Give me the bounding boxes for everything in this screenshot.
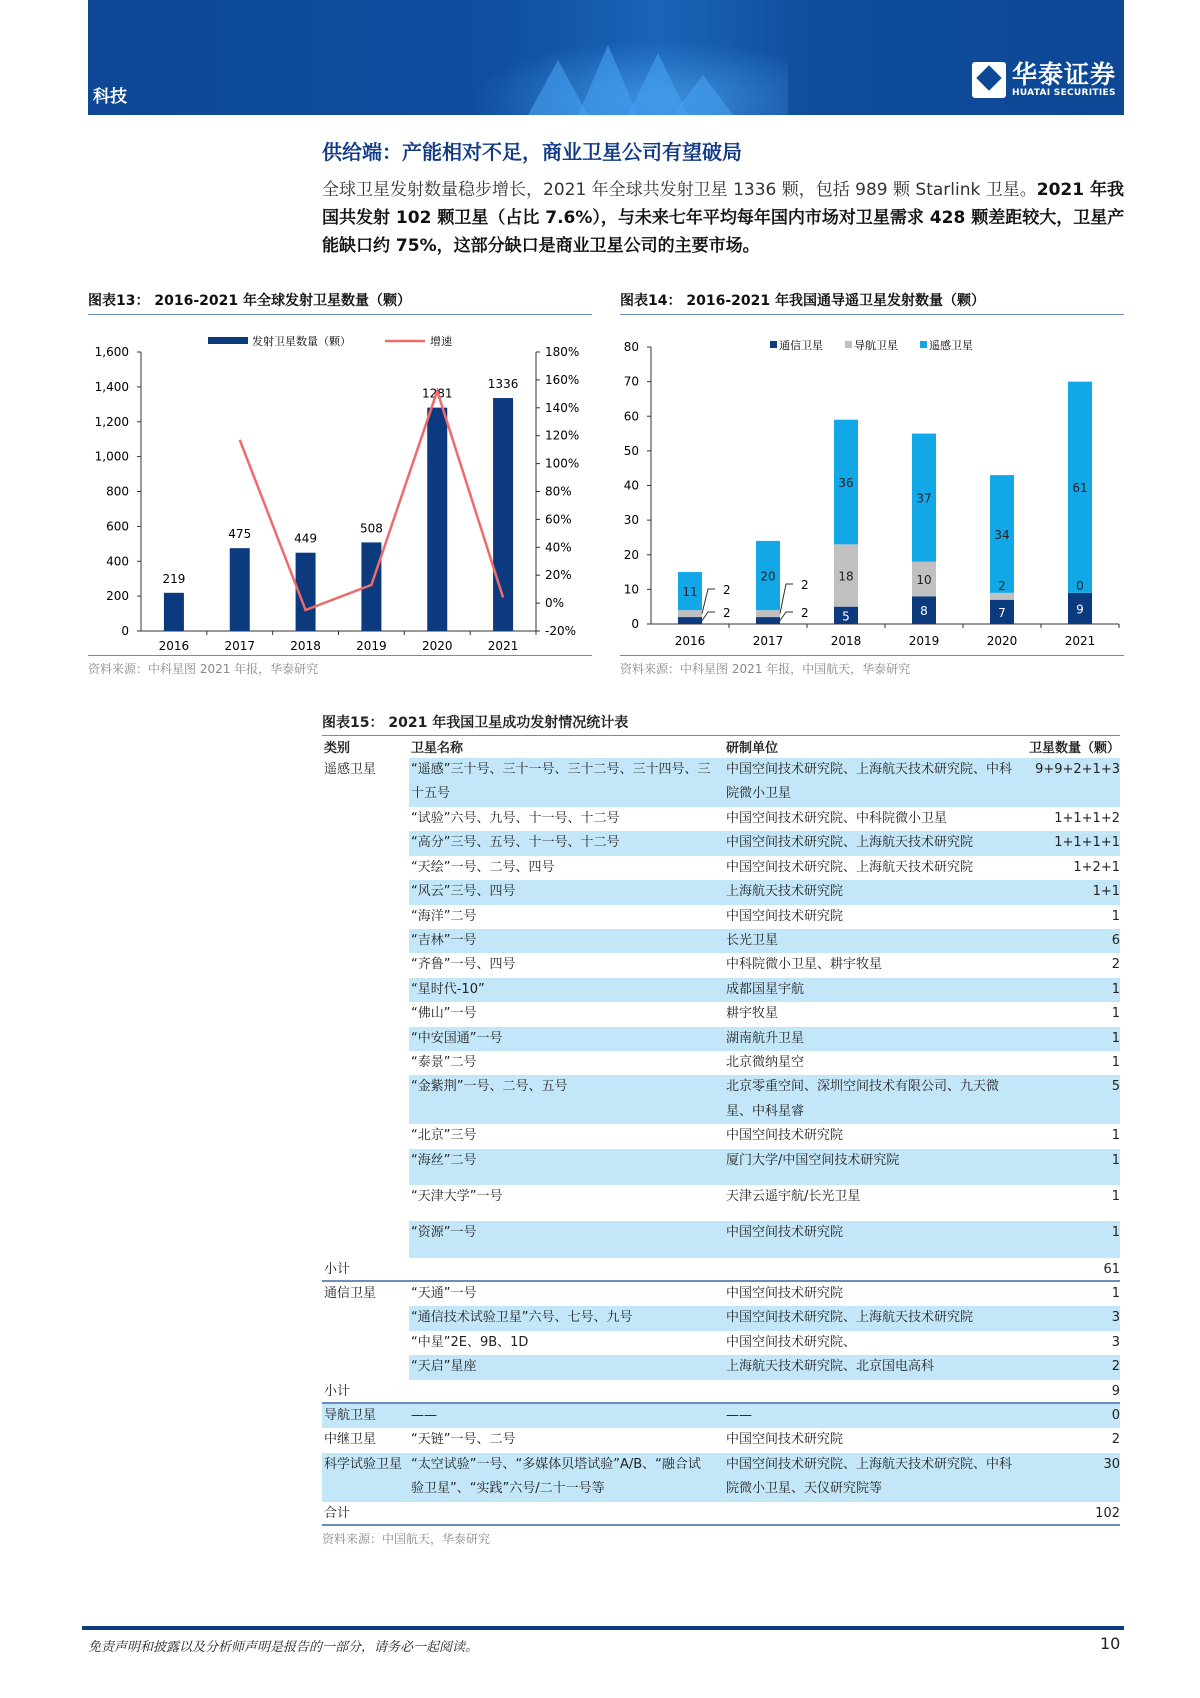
- cell-unit: [724, 1258, 1024, 1280]
- bar-value-label: 219: [162, 571, 186, 586]
- x-tick-label: 2018: [290, 639, 321, 653]
- table-row: [322, 856, 1120, 880]
- chart14-china-launches: [0, 0, 1200, 700]
- cell-unit: 中国空间技术研究院、上海航天技术研究院、中科院微小卫星、天仪研究院等: [726, 1456, 1013, 1497]
- cell-name: “泰景”二号: [411, 1054, 477, 1070]
- cell-name: “天通”一号: [411, 1286, 477, 1302]
- cell-cat: [322, 905, 409, 929]
- legend-bar-label: 发射卫星数量（颗）: [252, 335, 351, 348]
- cell-name: “天绘”一号、二号、四号: [411, 859, 555, 875]
- cell-cat: 合计: [324, 1505, 351, 1521]
- chart14-source: 资料来源：中科星图 2021 年报，中国航天，华泰研究: [620, 655, 1124, 677]
- cell-qty: 6: [1111, 932, 1120, 948]
- paragraph-normal: 全球卫星发射数量稳步增长，2021 年全球共发射卫星 1336 颗，包括 989 颗 Starlink 卫星。: [322, 180, 1037, 200]
- table-row: [322, 953, 1120, 977]
- table-row: [322, 831, 1120, 855]
- table-header: [322, 734, 1120, 758]
- cell-unit: 中国空间技术研究院、: [726, 1334, 857, 1350]
- cell-unit: 中国空间技术研究院、上海航天技术研究院: [726, 859, 974, 875]
- y-tick-label: 80: [623, 340, 639, 354]
- cell-name: “星时代-10”: [411, 981, 485, 997]
- y-tick-label: 60: [623, 409, 639, 424]
- launch-statistics-table: [322, 734, 1120, 1526]
- table-row: [322, 905, 1120, 929]
- y-tick-label: 1,400: [94, 379, 129, 394]
- cell-cat: [322, 1124, 409, 1148]
- y-tick-label: 0: [631, 617, 639, 631]
- cell-qty: 1: [1111, 981, 1120, 997]
- cell-unit: 中科院微小卫星、耕宇牧星: [726, 957, 883, 973]
- cell-name: “北京”三号: [411, 1128, 477, 1144]
- cell-qty: 3: [1111, 1310, 1120, 1326]
- bar-通信卫星-2017: [756, 617, 780, 624]
- y-tick-label: 40: [623, 478, 639, 493]
- segment-label: 2: [801, 606, 809, 620]
- legend-label: 遥感卫星: [929, 339, 973, 352]
- cell-cat: [322, 880, 409, 904]
- chart13-title: 图表13： 2016-2021 年全球发射卫星数量（颗）: [88, 290, 592, 315]
- y-tick-label: 1,200: [94, 414, 129, 429]
- cell-unit: 湖南航升卫星: [726, 1030, 805, 1046]
- cell-name: “通信技术试验卫星”六号、七号、九号: [411, 1310, 633, 1326]
- segment-label: 11: [682, 585, 698, 600]
- cell-qty: 1: [1111, 1054, 1120, 1070]
- table-row: [322, 1027, 1120, 1051]
- table-row: [322, 1075, 1120, 1124]
- bar-value-label: 475: [228, 527, 252, 542]
- bar-value-label: 1281: [421, 386, 453, 401]
- table-row: [322, 1306, 1120, 1330]
- table-row: [322, 1282, 1120, 1306]
- footer-disclaimer: 免责声明和披露以及分析师声明是报告的一部分，请务必一起阅读。: [88, 1640, 479, 1655]
- cell-unit: [724, 1502, 1024, 1524]
- cell-name: “资源”一号: [411, 1224, 477, 1240]
- cell-cat: [322, 1221, 409, 1258]
- x-tick-label: 2018: [830, 634, 862, 648]
- table-row: [322, 978, 1120, 1002]
- cell-unit: 北京零重空间、深圳空间技术有限公司、九天微星、中科星睿: [726, 1079, 1000, 1119]
- table-row: [322, 1404, 1120, 1428]
- segment-label: 8: [920, 604, 928, 619]
- segment-label: 10: [916, 572, 932, 587]
- cell-unit: 中国空间技术研究院: [726, 1224, 844, 1240]
- cell-unit: 中国空间技术研究院、上海航天技术研究院、中科院微小卫星: [726, 762, 1013, 802]
- cell-name: “中安国通”一号: [411, 1030, 503, 1046]
- table-row: [322, 1221, 1120, 1258]
- cell-cat: 遥感卫星: [324, 762, 377, 777]
- y2-tick-label: -20%: [545, 624, 577, 638]
- legend-swatch: [920, 341, 927, 348]
- y-tick-label: 200: [106, 589, 129, 604]
- bar-通信卫星-2016: [678, 617, 702, 624]
- legend-label: 导航卫星: [854, 339, 898, 352]
- y-tick-label: 20: [623, 547, 639, 562]
- cell-name: “试验”六号、九号、十一号、十二号: [411, 811, 620, 826]
- table-row: [322, 1149, 1120, 1185]
- cell-name: “中星”2E、9B、1D: [411, 1334, 529, 1350]
- table-row: [322, 1355, 1120, 1379]
- cell-cat: 小计: [324, 1383, 351, 1399]
- cell-name: “遥感”三十号、三十一号、三十二号、三十四号、三十五号: [411, 762, 711, 802]
- segment-label: 36: [838, 476, 854, 491]
- cell-qty: 3: [1111, 1334, 1120, 1350]
- table-row: [322, 807, 1120, 831]
- table-row: [322, 1428, 1120, 1452]
- cell-qty: 1: [1111, 1188, 1120, 1204]
- cell-cat: [322, 831, 409, 855]
- y2-tick-label: 140%: [545, 400, 580, 415]
- y2-tick-label: 0%: [545, 596, 565, 611]
- cell-cat: [322, 1149, 409, 1185]
- cell-unit: 中国空间技术研究院、上海航天技术研究院: [726, 1310, 974, 1326]
- cell-unit: 北京微纳星空: [726, 1054, 805, 1070]
- cell-name: “高分”三号、五号、十一号、十二号: [411, 835, 620, 851]
- cell-unit: 长光卫星: [726, 932, 779, 948]
- cell-unit: 中国空间技术研究院: [726, 1286, 844, 1302]
- cell-qty: 2: [1111, 1432, 1120, 1448]
- cell-name: “海丝”二号: [411, 1152, 477, 1168]
- y2-tick-label: 20%: [545, 568, 572, 583]
- cell-cat: 科学试验卫星: [324, 1456, 403, 1472]
- header-unit: 研制单位: [726, 740, 779, 756]
- cell-qty: 1: [1111, 1286, 1120, 1302]
- table-row: [322, 1002, 1120, 1026]
- page-number: 10: [1100, 1634, 1121, 1653]
- cell-qty: 1+1: [1092, 884, 1120, 900]
- cell-cat: 小计: [324, 1261, 351, 1277]
- x-tick-label: 2021: [1064, 634, 1096, 648]
- segment-label: 0: [1076, 578, 1084, 593]
- table-row: [322, 1331, 1120, 1355]
- cell-name: [409, 1380, 724, 1402]
- cell-cat: [322, 1002, 409, 1026]
- cell-unit: 中国空间技术研究院: [726, 1128, 844, 1144]
- bar-导航卫星-2017: [756, 610, 780, 617]
- x-tick-label: 2020: [986, 634, 1018, 648]
- table-row: [322, 1380, 1120, 1404]
- cell-qty: 1: [1111, 1006, 1120, 1022]
- header-category: 类别: [324, 740, 351, 756]
- y-tick-label: 1,600: [94, 345, 129, 359]
- cell-unit: 厦门大学/中国空间技术研究院: [726, 1152, 900, 1168]
- table-row: [322, 758, 1120, 807]
- cell-cat: 通信卫星: [324, 1286, 377, 1302]
- cell-cat: [322, 1306, 409, 1330]
- cell-cat: [322, 1331, 409, 1355]
- x-tick-label: 2019: [908, 634, 940, 648]
- table-row: [322, 1453, 1120, 1502]
- x-tick-label: 2017: [224, 639, 256, 653]
- legend-swatch: [845, 341, 852, 348]
- leader-line: [780, 612, 793, 621]
- bar-value-label: 449: [294, 531, 318, 546]
- bar-导航卫星-2016: [678, 610, 702, 617]
- cell-unit: ——: [726, 1408, 752, 1424]
- bar-value-label: 508: [359, 521, 383, 536]
- x-tick-label: 2021: [487, 639, 519, 653]
- cell-cat: [322, 1075, 409, 1124]
- y2-tick-label: 60%: [545, 512, 572, 527]
- cell-name: “金紫荆”一号、二号、五号: [411, 1079, 568, 1095]
- cell-name: “太空试验”一号、“多媒体贝塔试验”A/B、“融合试验卫星”、“实践”六号/二十一号等: [411, 1456, 701, 1497]
- cell-qty: 1: [1111, 1224, 1120, 1240]
- cell-cat: [322, 1185, 409, 1221]
- segment-label: 5: [842, 609, 850, 624]
- x-tick-label: 2019: [356, 639, 387, 653]
- cell-cat: [322, 1027, 409, 1051]
- cell-qty: 30: [1103, 1456, 1120, 1472]
- segment-label: 37: [916, 491, 932, 506]
- x-tick-label: 2016: [674, 634, 706, 648]
- cell-qty: 1+1+1+1: [1054, 835, 1120, 851]
- table-row: [322, 1124, 1120, 1148]
- cell-cat: [322, 929, 409, 953]
- cell-cat: [322, 978, 409, 1002]
- chart14-title: 图表14： 2016-2021 年我国通导遥卫星发射数量（颗）: [620, 290, 1124, 315]
- section-title: 供给端：产能相对不足，商业卫星公司有望破局: [322, 140, 742, 164]
- cell-name: “风云”三号、四号: [411, 884, 516, 900]
- cell-cat: 导航卫星: [324, 1408, 377, 1424]
- y2-tick-label: 80%: [545, 484, 572, 499]
- cell-cat: [322, 1355, 409, 1379]
- cell-qty: 9+9+2+1+3: [1035, 762, 1120, 777]
- leader-line: [780, 584, 793, 614]
- cell-unit: 上海航天技术研究院: [726, 884, 844, 900]
- table-row: [322, 1051, 1120, 1075]
- y-tick-label: 600: [106, 519, 129, 534]
- bar-导航卫星-2020: [990, 593, 1014, 600]
- cell-unit: 中国空间技术研究院: [726, 1432, 844, 1448]
- table-row: [322, 880, 1120, 904]
- cell-unit: [724, 1380, 1024, 1402]
- segment-label: 2: [723, 583, 731, 597]
- cell-name: “齐鲁”一号、四号: [411, 957, 516, 973]
- cell-unit: 成都国星宇航: [726, 981, 805, 997]
- y-tick-label: 10: [623, 582, 639, 597]
- cell-qty: 1: [1111, 1152, 1120, 1168]
- cell-cat: [322, 856, 409, 880]
- cell-qty: 61: [1103, 1261, 1120, 1277]
- cell-cat: [322, 807, 409, 831]
- legend-line-label: 增速: [430, 335, 452, 348]
- cell-qty: 1: [1111, 1030, 1120, 1046]
- legend-label: 通信卫星: [779, 339, 823, 352]
- cell-name: [409, 1502, 724, 1524]
- y2-tick-label: 40%: [545, 540, 572, 555]
- cell-name: “吉林”一号: [411, 932, 477, 948]
- cell-name: “天津大学”一号: [411, 1188, 503, 1204]
- cell-qty: 2: [1111, 957, 1120, 973]
- cell-unit: 上海航天技术研究院、北京国电高科: [726, 1359, 935, 1375]
- section-label: 科技: [93, 87, 127, 107]
- y-tick-label: 30: [623, 513, 639, 528]
- table-row: [322, 929, 1120, 953]
- cell-unit: 中国空间技术研究院、中科院微小卫星: [726, 811, 948, 826]
- x-tick-label: 2016: [158, 639, 190, 653]
- y2-tick-label: 100%: [545, 456, 580, 471]
- leader-line: [702, 589, 715, 614]
- x-tick-label: 2020: [421, 639, 453, 653]
- table15-source: 资料来源：中国航天，华泰研究: [322, 1532, 491, 1546]
- cell-name: “天启”星座: [411, 1359, 477, 1375]
- segment-label: 9: [1076, 602, 1084, 617]
- footer-divider: [82, 1626, 1124, 1630]
- paragraph-bold: 2021 年我国共发射 102 颗卫星（占比 7.6%），与未来七年平均每年国内市场对卫星需求 428 颗差距较大，卫星产能缺口约 75%，这部分缺口是商业卫星公司的主要市场。: [322, 180, 1125, 256]
- logo-text-cn: 华泰证券: [1011, 60, 1116, 89]
- y2-tick-label: 180%: [545, 345, 580, 359]
- y-tick-label: 0: [121, 624, 129, 638]
- cell-unit: 中国空间技术研究院: [726, 908, 844, 924]
- header-quantity: 卫星数量（颗）: [1028, 740, 1120, 756]
- segment-label: 7: [998, 605, 1006, 620]
- cell-qty: 1: [1111, 1128, 1120, 1144]
- table-row: [322, 1502, 1120, 1526]
- cell-cat: [322, 1051, 409, 1075]
- cell-name: “海洋”二号: [411, 908, 477, 924]
- chart13-source: 资料来源：中科星图 2021 年报，华泰研究: [88, 655, 592, 677]
- cell-cat: [322, 953, 409, 977]
- cell-name: “天链”一号、二号: [411, 1432, 516, 1448]
- y-tick-label: 800: [106, 484, 129, 499]
- segment-label: 2: [998, 578, 1006, 593]
- cell-qty: 0: [1111, 1408, 1120, 1424]
- cell-name: ——: [411, 1408, 437, 1424]
- leader-line: [702, 612, 715, 621]
- cell-qty: 1+2+1: [1073, 859, 1120, 875]
- segment-label: 61: [1072, 481, 1088, 496]
- cell-cat: 中继卫星: [324, 1432, 377, 1448]
- segment-label: 2: [723, 606, 731, 620]
- cell-unit: 中国空间技术研究院、上海航天技术研究院: [726, 835, 974, 851]
- y-tick-label: 400: [106, 554, 129, 569]
- table15-title: 图表15： 2021 年我国卫星成功发射情况统计表: [322, 712, 1120, 736]
- y-tick-label: 1,000: [94, 449, 129, 464]
- cell-qty: 102: [1095, 1505, 1120, 1521]
- cell-qty: 2: [1111, 1359, 1120, 1375]
- header-name: 卫星名称: [411, 740, 464, 756]
- cell-name: [409, 1258, 724, 1280]
- y2-tick-label: 120%: [545, 428, 580, 443]
- y-tick-label: 50: [623, 443, 639, 458]
- y2-tick-label: 160%: [545, 372, 580, 387]
- legend-swatch: [770, 341, 777, 348]
- logo-text-en: HUATAI SECURITIES: [1011, 88, 1116, 98]
- segment-label: 20: [760, 569, 776, 584]
- table-row: [322, 1258, 1120, 1282]
- cell-qty: 9: [1111, 1383, 1120, 1399]
- cell-unit: 天津云遥宇航/长光卫星: [726, 1188, 861, 1204]
- x-tick-label: 2017: [752, 634, 784, 648]
- bar-value-label: 1336: [487, 377, 519, 392]
- segment-label: 34: [994, 527, 1010, 542]
- cell-unit: 耕宇牧星: [726, 1006, 779, 1022]
- segment-label: 2: [801, 578, 809, 592]
- cell-qty: 5: [1111, 1079, 1120, 1095]
- cell-qty: 1: [1111, 908, 1120, 924]
- table-row: [322, 1185, 1120, 1221]
- segment-label: 18: [838, 569, 854, 584]
- cell-name: “佛山”一号: [411, 1006, 477, 1022]
- cell-qty: 1+1+1+2: [1054, 811, 1120, 826]
- y-tick-label: 70: [623, 374, 639, 389]
